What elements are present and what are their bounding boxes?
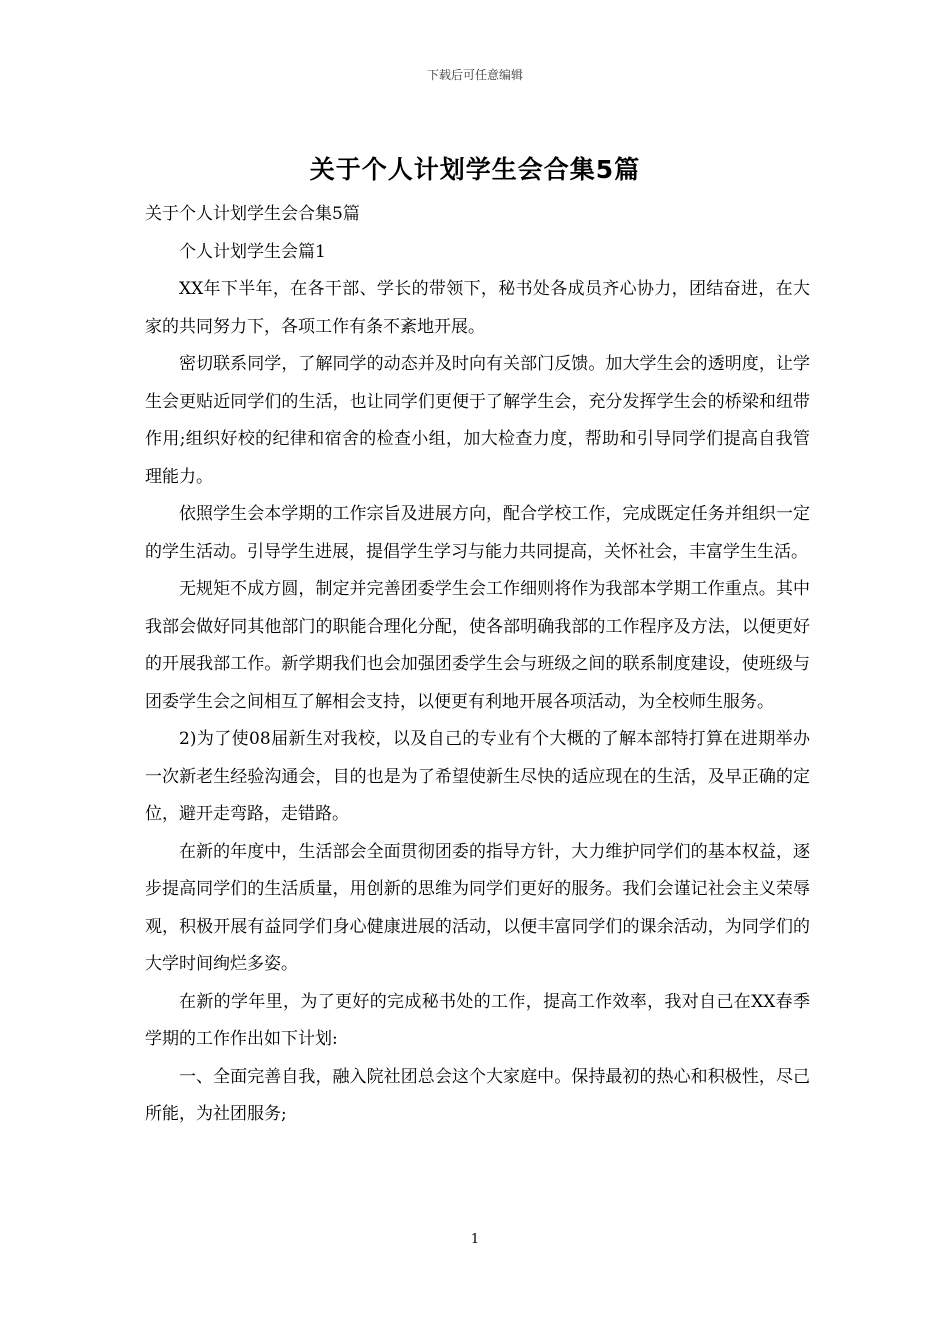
document-subtitle: 关于个人计划学生会合集5篇 [145,204,360,224]
paragraph: 在新的年度中，生活部会全面贯彻团委的指导方针，大力维护同学们的基本权益，逐步提高同学们的生活质量，用创新的思维为同学们更好的服务。我们会谨记社会主义荣辱观，积极开展有益同学们身心健康进展的活动，以便丰富同学们的课余活动，为同学们的大学时间绚烂多姿。 [145,841,810,974]
document-body [145,196,810,1134]
paragraph: 密切联系同学，了解同学的动态并及时向有关部门反馈。加大学生会的透明度，让学生会更贴近同学们的生活，也让同学们更便于了解学生会，充分发挥学生会的桥梁和纽带作用;组织好校的纪律和宿舍的检查小组，加大检查力度，帮助和引导同学们提高自我管理能力。 [145,354,810,487]
paragraph: XX年下半年，在各干部、学长的带领下，秘书处各成员齐心协力，团结奋进，在大家的共同努力下，各项工作有条不紊地开展。 [145,279,810,337]
page-number: 1 [470,1232,480,1247]
document-title: 关于个人计划学生会合集5篇 [309,155,641,184]
header-note: 下载后可任意编辑 [426,68,523,82]
section-heading: 个人计划学生会篇1 [179,241,326,262]
paragraph: 一、全面完善自我，融入院社团总会这个大家庭中。保持最初的热心和积极性，尽己所能，为社团服务; [145,1066,810,1124]
paragraph: 在新的学年里，为了更好的完成秘书处的工作，提高工作效率，我对自己在XX春季学期的工作作出如下计划: [145,991,810,1049]
paragraph: 依照学生会本学期的工作宗旨及进展方向，配合学校工作，完成既定任务并组织一定的学生活动。引导学生进展，提倡学生学习与能力共同提高，关怀社会，丰富学生生活。 [145,504,810,562]
paragraph: 2)为了使08届新生对我校，以及自己的专业有个大概的了解本部特打算在进期举办一次新老生经验沟通会，目的也是为了希望使新生尽快的适应现在的生活，及早正确的定位，避开走弯路，走错路。 [145,729,810,824]
paragraph: 无规矩不成方圆，制定并完善团委学生会工作细则将作为我部本学期工作重点。其中我部会做好同其他部门的职能合理化分配，使各部明确我部的工作程序及方法，以便更好的开展我部工作。新学期我们也会加强团委学生会与班级之间的联系制度建设，使班级与团委学生会之间相互了解相会支持，以便更有利地开展各项活动，为全校师生服务。 [145,579,810,712]
